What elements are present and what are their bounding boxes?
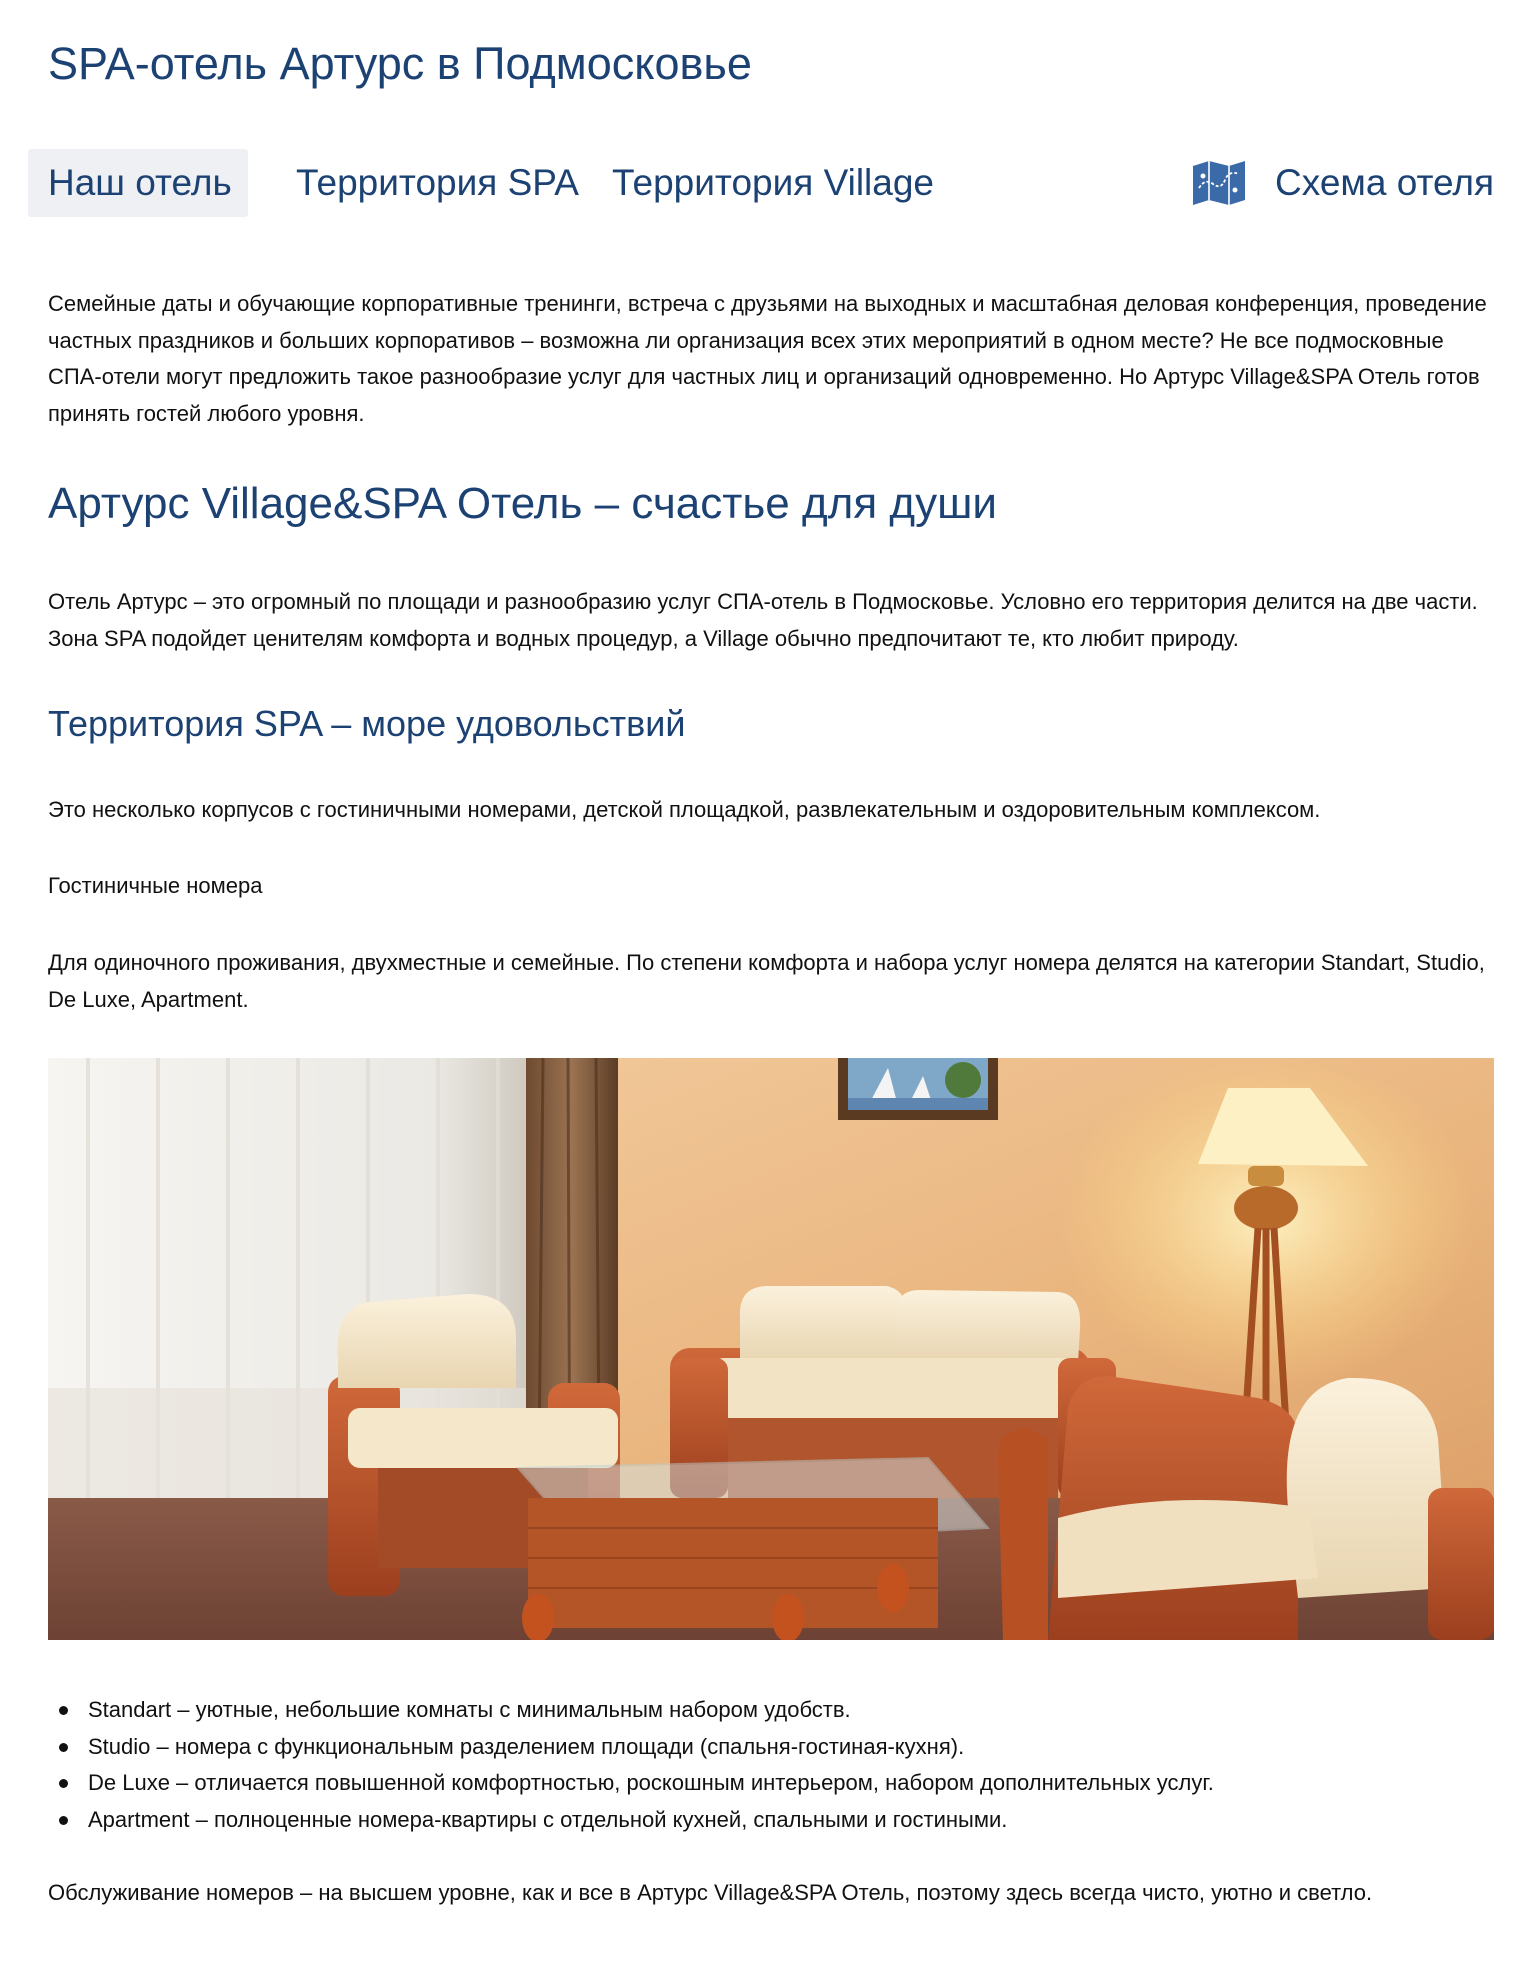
main-nav	[28, 149, 1494, 217]
intro-paragraph: Семейные даты и обучающие корпоративные тренинги, встреча с друзьями на выходных и масштабная деловая конференция, проведение частных праздников и больших корпоративов – возможна ли организация всех этих мероприятий в одном месте? Не все подмосковные СПА-отели могут предложить такое разнообразие услуг для частных лиц и организаций одновременно. Но Артурс Village&SPA Отель готов принять гостей любого уровня.	[48, 291, 1487, 426]
spa-paragraph: Это несколько корпусов с гостиничными номерами, детской площадкой, развлекательным и оздоровительным комплексом.	[48, 797, 1321, 822]
hotel-scheme-link[interactable]	[1191, 149, 1494, 217]
hotel-scheme-label: Схема отеля	[1275, 162, 1494, 203]
rooms-paragraph: Для одиночного проживания, двухместные и семейные. По степени комфорта и набора услуг номера делятся на категории Standart, Studio, De Luxe, Apartment.	[48, 950, 1485, 1012]
service-paragraph: Обслуживание номеров – на высшем уровне, как и все в Артурс Village&SPA Отель, поэтому здесь всегда чисто, уютно и светло.	[48, 1880, 1373, 1905]
about-paragraph: Отель Артурс – это огромный по площади и разнообразию услуг СПА-отель в Подмосковье. Условно его территория делится на две части. Зона SPA подойдет ценителям комфорта и водных процедур, а Village обычно предпочитают те, кто любит природу.	[48, 589, 1478, 651]
list-item: Standart – уютные, небольшие комнаты с минимальным набором удобств.	[48, 1692, 1494, 1729]
rooms-title: Гостиничные номера	[48, 873, 263, 898]
list-item: Apartment – полноценные номера-квартиры с отдельной кухней, спальными и гостиными.	[48, 1802, 1494, 1839]
site-title[interactable]: SPA-отель Артурс в Подмосковье	[48, 38, 752, 89]
tab-territory-spa[interactable]: Территория SPA	[296, 162, 579, 203]
section-heading-spa: Территория SPA – море удовольствий	[48, 703, 686, 744]
hotel-room-photo	[48, 1058, 1494, 1640]
map-icon	[1191, 160, 1247, 206]
tab-our-hotel[interactable]: Наш отель	[28, 149, 248, 217]
section-heading-main: Артурс Village&SPA Отель – счастье для души	[48, 479, 997, 528]
list-item: Studio – номера с функциональным разделением площади (спальня-гостиная-кухня).	[48, 1729, 1494, 1766]
list-item: De Luxe – отличается повышенной комфортностью, роскошным интерьером, набором дополнительных услуг.	[48, 1765, 1494, 1802]
room-categories-list	[48, 1692, 1494, 1838]
tab-territory-village[interactable]: Территория Village	[612, 162, 934, 203]
